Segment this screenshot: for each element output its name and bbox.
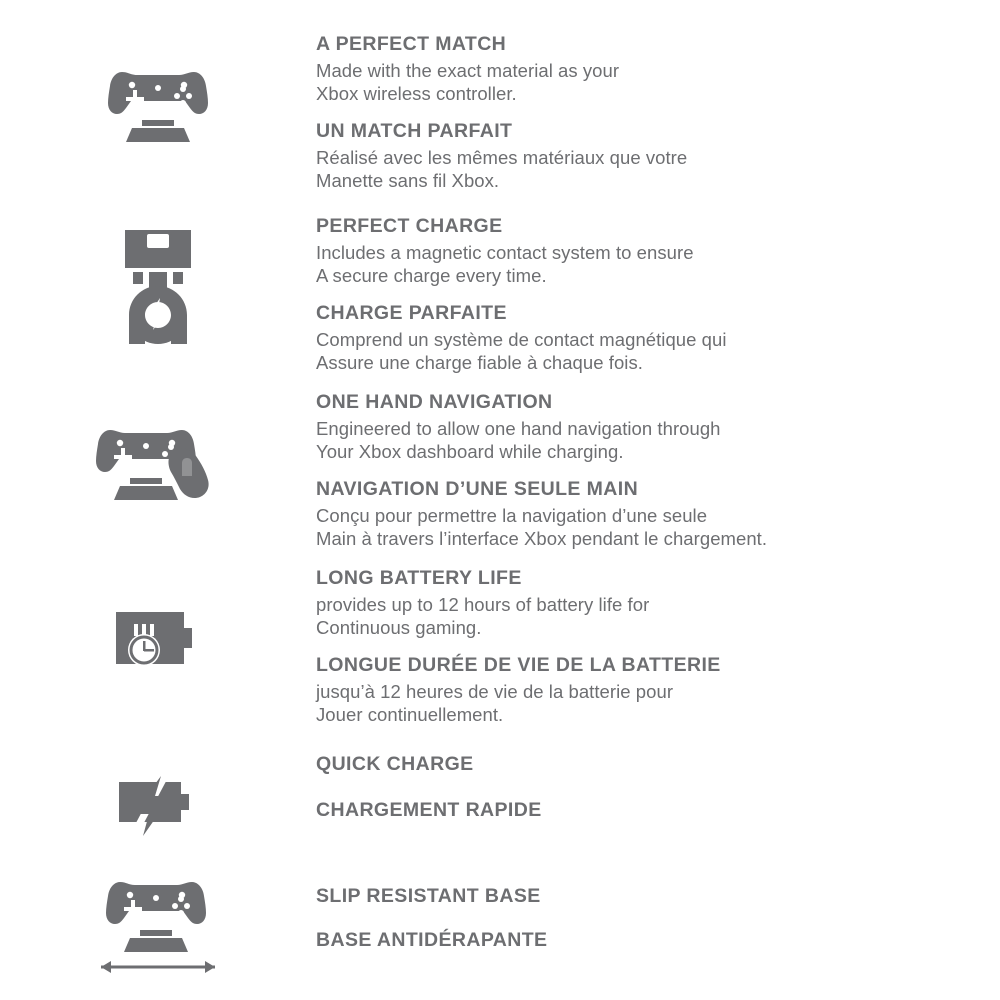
feature-row-quick-charge: [0, 752, 1000, 848]
feature-title: ONE HAND NAVIGATION: [316, 391, 553, 413]
icon-cell: [0, 752, 316, 848]
icon-cell: [0, 872, 316, 982]
feature-line: A secure charge every time.: [316, 265, 547, 287]
text-cell: [316, 872, 1000, 955]
feature-line: Jouer continuellement.: [316, 704, 504, 726]
controller-slip-resistant-base-icon: [93, 872, 223, 982]
feature-line: Continuous gaming.: [316, 617, 482, 639]
xbox-controller-on-dock-icon: [98, 44, 218, 154]
feature-line: Your Xbox dashboard while charging.: [316, 441, 624, 463]
feature-row-perfect-charge: [0, 214, 1000, 375]
feature-title: UN MATCH PARFAIT: [316, 119, 513, 142]
feature-block-fr: [316, 301, 980, 375]
feature-title: SLIP RESISTANT BASE: [316, 885, 541, 907]
one-hand-controller-icon: [88, 408, 228, 528]
feature-title: PERFECT CHARGE: [316, 215, 503, 237]
feature-line: Main à travers l’interface Xbox pendant le chargement.: [316, 528, 768, 550]
feature-block-fr: [316, 653, 980, 727]
feature-title: LONGUE DURÉE DE VIE DE LA BATTERIE: [316, 653, 721, 676]
magnet-charge-icon: [103, 220, 213, 350]
feature-line: Xbox wireless controller.: [316, 83, 517, 105]
feature-row-slip-resistant-base: [0, 872, 1000, 982]
feature-title: A PERFECT MATCH: [316, 33, 507, 55]
feature-block-fr: [316, 928, 980, 953]
feature-line: Includes a magnetic contact system to ensure: [316, 241, 694, 263]
feature-line: Comprend un système de contact magnétique qui: [316, 328, 727, 350]
feature-block-fr: [316, 798, 980, 823]
icon-cell: [0, 390, 316, 528]
feature-line: Réalisé avec les mêmes matériaux que votre: [316, 146, 688, 168]
feature-block-en: [316, 214, 980, 288]
text-cell: [316, 566, 1000, 727]
text-cell: [316, 752, 1000, 825]
feature-block-fr: [316, 477, 980, 551]
feature-line: Manette sans fil Xbox.: [316, 170, 500, 192]
battery-bolt-icon: [103, 758, 213, 848]
feature-block-en: [316, 884, 980, 909]
feature-block-en: [316, 566, 980, 640]
feature-row-one-hand-navigation: [0, 390, 1000, 551]
feature-title: BASE ANTIDÉRAPANTE: [316, 928, 548, 951]
feature-line: Made with the exact material as your: [316, 59, 620, 81]
feature-line: Engineered to allow one hand navigation through: [316, 417, 721, 439]
icon-cell: [0, 32, 316, 154]
text-cell: [316, 214, 1000, 375]
feature-title: CHARGE PARFAITE: [316, 301, 507, 324]
feature-block-fr: [316, 119, 980, 193]
feature-line: Conçu pour permettre la navigation d’une seule: [316, 504, 708, 526]
feature-line: jusqu’à 12 heures de vie de la batterie pour: [316, 680, 674, 702]
battery-clock-icon: [108, 598, 208, 678]
icon-cell: [0, 566, 316, 678]
feature-block-en: [316, 32, 980, 106]
text-cell: [316, 32, 1000, 193]
text-cell: [316, 390, 1000, 551]
icon-cell: [0, 214, 316, 350]
feature-row-perfect-match: [0, 32, 1000, 193]
feature-line: provides up to 12 hours of battery life for: [316, 593, 650, 615]
feature-title: LONG BATTERY LIFE: [316, 567, 522, 589]
feature-row-long-battery-life: [0, 566, 1000, 727]
feature-block-en: [316, 752, 980, 777]
feature-block-en: [316, 390, 980, 464]
feature-title: CHARGEMENT RAPIDE: [316, 798, 542, 821]
feature-title: QUICK CHARGE: [316, 753, 474, 775]
feature-line: Assure une charge fiable à chaque fois.: [316, 352, 643, 374]
feature-title: NAVIGATION D’UNE SEULE MAIN: [316, 477, 639, 500]
